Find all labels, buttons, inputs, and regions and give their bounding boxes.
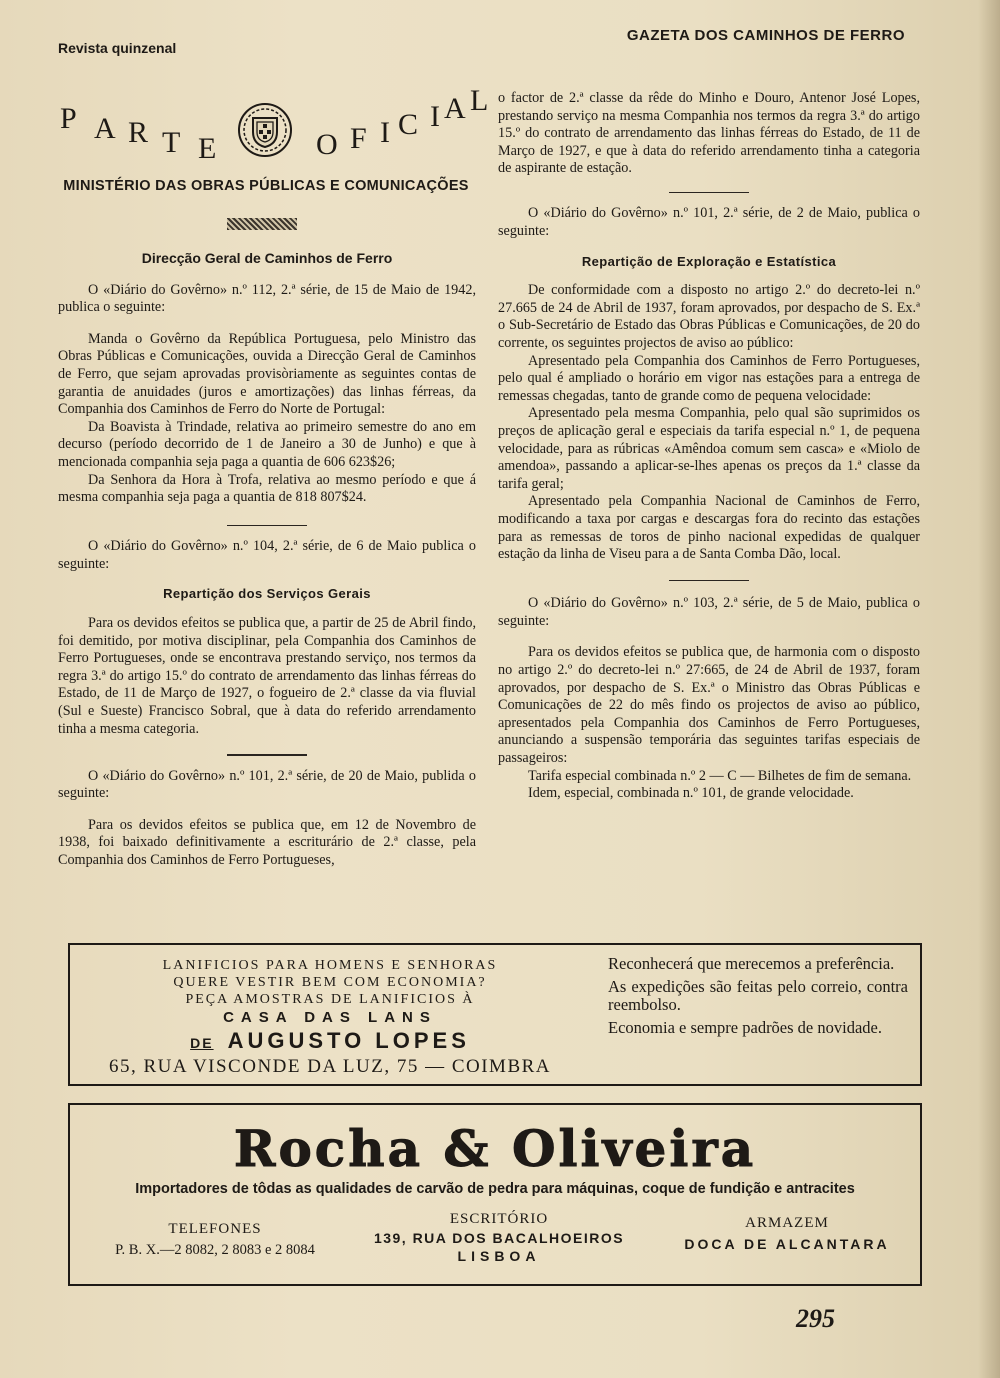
section-heading: Repartição de Exploração e Estatística — [581, 253, 837, 269]
paragraph: Para os devidos efeitos se publica que, em 12 de Novembro de 1938, foi baixado definitivamente a escriturário de 2.ª classe, pela Companhia dos Caminhos de Ferro Portugueses, — [58, 816, 476, 869]
paragraph: O «Diário do Govêrno» n.º 103, 2.ª série, de 5 de Maio, publica o seguinte: — [498, 595, 920, 629]
advert-de: DE — [190, 1035, 214, 1051]
paragraph: Tarifa especial combinada n.º 2 — C — Bilhetes de fim de semana. — [528, 767, 912, 784]
header-left: Revista quinzenal — [58, 40, 177, 56]
ministry-heading: MINISTÉRIO DAS OBRAS PÚBLICAS E COMUNICAÇÕES — [63, 178, 469, 194]
advert-right-line: Reconhecerá que merecemos a preferência. — [608, 954, 895, 973]
page-number: 295 — [796, 1304, 835, 1333]
parte-oficial-title — [58, 84, 491, 170]
paragraph: O «Diário do Govêrno» n.º 101, 2.ª série, de 20 de Maio, publida o seguinte: — [58, 767, 476, 802]
title-letter: L — [470, 84, 491, 117]
escritorio-block — [354, 1211, 644, 1264]
advert-left — [70, 945, 590, 1084]
paragraph: Idem, especial, combinada n.º 101, de grande velocidade. — [528, 785, 854, 802]
armazem-block — [658, 1215, 916, 1252]
page-edge-shadow — [978, 0, 1000, 1378]
advert-line: PEÇA AMOSTRAS DE LANIFICIOS À — [185, 992, 475, 1007]
rocha-oliveira-subtitle: Importadores de tôdas as qualidades de carvão de pedra para máquinas, coque de fundição e antracites — [135, 1181, 855, 1197]
advert-rocha-oliveira — [68, 1103, 922, 1286]
title-letter: E — [198, 132, 219, 165]
title-letter: R — [128, 116, 151, 149]
left-column — [58, 250, 476, 870]
section-rule — [227, 525, 307, 527]
rocha-oliveira-name: Rocha & Oliveira — [233, 1119, 757, 1178]
paragraph: Manda o Govêrno da República Portuguesa, pelo Ministro das Obras Públicas e Comunicações, ouvida a Direcção Geral de Caminhos de Ferro, que sejam aprovadas provisòriamente as seguintes contas de garantia de anuidades (juros e amortizações) das linhas férreas, da Companhia dos Caminhos de Ferro do Norte de Portugal: — [58, 330, 476, 418]
advert-address: 65, RUA VISCONDE DA LUZ, 75 — COIMBRA — [108, 1056, 552, 1077]
advert-right — [608, 955, 908, 1042]
section-rule — [669, 580, 749, 582]
title-letter: A — [94, 112, 118, 145]
telefones-numbers: P. B. X.—2 8082, 2 8083 e 2 8084 — [115, 1242, 315, 1258]
telefones-block — [84, 1221, 346, 1259]
paragraph: o factor de 2.ª classe da rêde do Minho e Douro, Antenor José Lopes, prestando serviço na mesma Companhia nos termos da regra 3.ª do artigo 15.º do contrato de arrendamento das linhas férreas do Estado, de 11 de Março de 1927, e que à data do referido arrendamento tinha a categoria de aspirante de estação. — [498, 90, 920, 177]
header-right: GAZETA DOS CAMINHOS DE FERRO — [626, 27, 905, 44]
paragraph: Da Senhora da Hora à Trofa, relativa ao mesmo período e que á mesma companhia seja paga a quantia de 818 807$24. — [58, 471, 476, 506]
title-letter: P — [60, 102, 79, 135]
paragraph: Apresentado pela Companhia dos Caminhos de Ferro Portugueses, pelo qual é ampliado o horário em vigor nas estações para a entrega de remessas chegadas, tanto de grande como de pequena velocidade: — [498, 352, 920, 404]
paragraph: O «Diário do Govêrno» n.º 101, 2.ª série, de 2 de Maio, publica o seguinte: — [498, 205, 920, 240]
section-heading: Repartição dos Serviços Gerais — [163, 586, 371, 602]
hatched-divider — [227, 218, 297, 230]
title-letter: I — [380, 116, 392, 149]
paragraph: O «Diário do Govêrno» n.º 112, 2.ª série, de 15 de Maio de 1942, publica o seguinte: — [58, 281, 476, 316]
title-letter: C — [398, 108, 421, 141]
telefones-label: TELEFONES — [168, 1221, 262, 1237]
title-letter: F — [350, 122, 369, 155]
paragraph: Apresentado pela mesma Companhia, pelo qual são suprimidos os preços de aplicação geral e especiais da tarifa especial n.º 1, de pequena velocidade, para as rúbricas «Amêndoa comum sem casca» e «Miolo de amendoa», passando a aplicar-se-lhes apenas os preços da 1.ª classe da tarifa geral; — [498, 405, 920, 492]
paragraph: De conformidade com a disposto no artigo 2.º do decreto-lei n.º 27.665 de 24 de Abril de 1937, foram aprovados, por despacho de S. Ex.ª o Sub-Secretário de Estado das Obras Públicas e Comunicações, de 20 do corrente, os seguintes projectos de aviso ao público: — [498, 282, 920, 352]
title-letter: A — [444, 92, 468, 125]
escritorio-address: 139, RUA DOS BACALHOEIROS — [373, 1230, 625, 1246]
advert-casa-das-lans — [68, 943, 922, 1086]
escritorio-label: ESCRITÓRIO — [449, 1211, 549, 1227]
paragraph: O «Diário do Govêrno» n.º 104, 2.ª série, de 6 de Maio publica o seguinte: — [58, 538, 476, 572]
portuguese-coat-of-arms-icon — [231, 102, 299, 158]
advert-right-line: As expedições são feitas pelo correio, contra reembolso. — [608, 977, 908, 1014]
advert-line: QUERE VESTIR BEM COM ECONOMIA? — [173, 975, 487, 990]
armazem-label: ARMAZEM — [745, 1215, 829, 1231]
right-column — [498, 90, 920, 803]
armazem-location: DOCA DE ALCANTARA — [684, 1236, 890, 1252]
paragraph: Para os devidos efeitos se publica que, de harmonia com o disposto no artigo 2.º do decreto-lei n.º 27:665, de 24 de Abril de 1937, foram aprovados, por despacho de S. Ex.ª o Ministro das Obras Públicas e Comunicações de 22 do mês findo os projectos de aviso ao público, apresentados pela Companhia dos Caminhos de Ferro Portugueses, anunciando a suspensão temporária das seguintes tarifas especiais de passageiros: — [498, 644, 920, 766]
augusto-lopes: AUGUSTO LOPES — [227, 1028, 470, 1053]
escritorio-city: LISBOA — [457, 1248, 541, 1264]
advert-right-line: Economia e sempre padrões de novidade. — [608, 1018, 882, 1037]
casa-das-lans: CASA DAS LANS — [223, 1009, 437, 1026]
advert-line: LANIFICIOS PARA HOMENS E SENHORAS — [162, 958, 498, 973]
title-letter: T — [162, 126, 183, 159]
title-letter: I — [430, 100, 442, 133]
title-letter: O — [316, 128, 340, 161]
section-rule — [669, 192, 749, 194]
paragraph: Para os devidos efeitos se publica que, a partir de 25 de Abril findo, foi demitido, por motiva disciplinar, pela Companhia dos Caminhos de Ferro Portugueses, onde se encontrava prestando serviço, nos termos da regra 3.ª do artigo 15.º do contrato de arrendamento das linhas férreas do Estado, de 11 de Março de 1927, o fogueiro de 2.ª classe da via fluvial (Sul e Sueste) Francisco Sobral, que à data do referido arrendamento tinha a mesma categoria. — [58, 615, 476, 737]
paragraph: Da Boavista à Trindade, relativa ao primeiro semestre do ano em decurso (período decorrido de 1 de Janeiro a 30 de Junho) e que à mencionada companhia seja paga a quantia de 606 623$26; — [58, 418, 476, 470]
direccao-heading: Direcção Geral de Caminhos de Ferro — [141, 250, 393, 266]
section-rule — [227, 754, 307, 756]
paragraph: Apresentado pela Companhia Nacional de Caminhos de Ferro, modificando a taxa por cargas e descargas fora do recinto das estações para as remessas de toros de pinho nacional expedidas de qualquer estação da linha de Viseu para a de Santa Comba Dão, local. — [498, 493, 920, 563]
